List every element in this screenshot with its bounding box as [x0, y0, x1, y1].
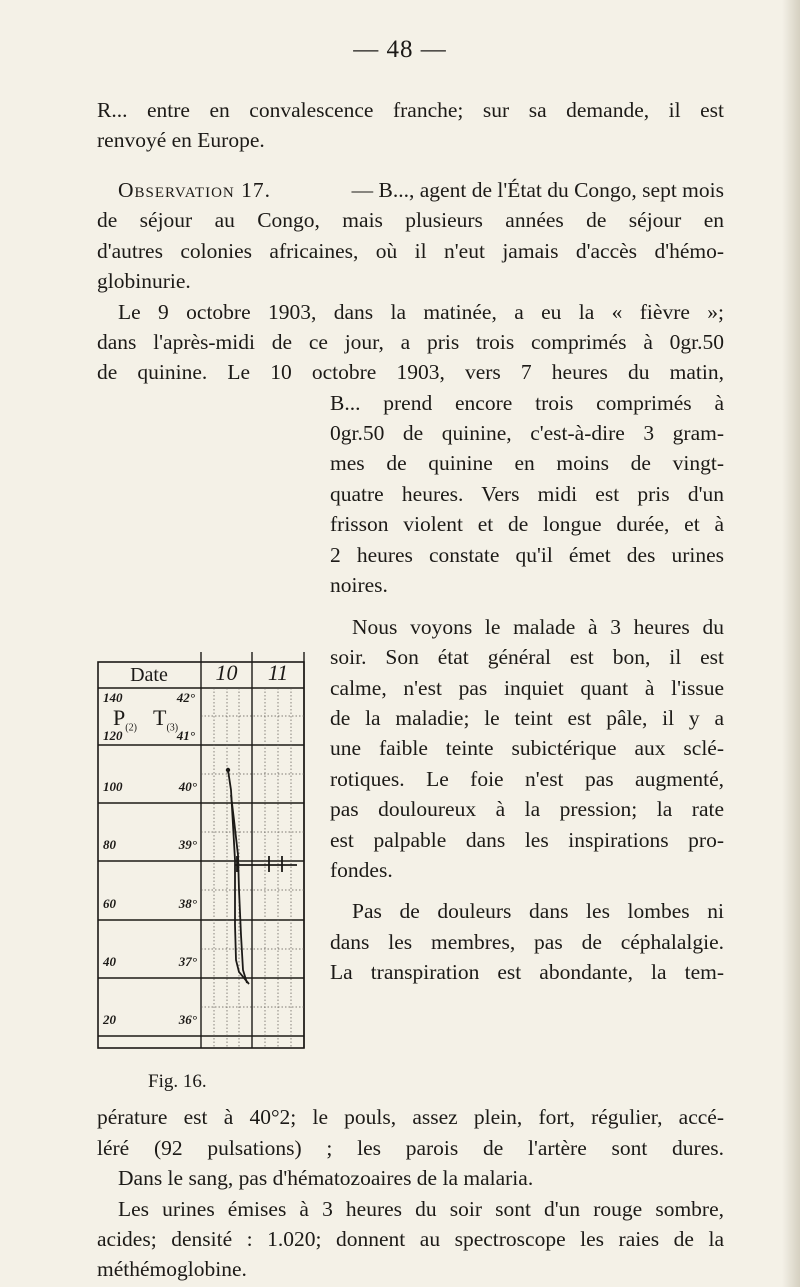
text-line: de quinine. Le 10 octobre 1903, vers 7 heures du matin, [97, 360, 724, 384]
text-line: noires. [330, 573, 388, 597]
chart-point [226, 768, 230, 772]
text-line: une faible teinte subictérique aux sclé- [330, 736, 724, 760]
temp-label: 39° [178, 837, 197, 852]
text-line: Les urines émises à 3 heures du soir sont d'un rouge sombre, [118, 1197, 724, 1221]
temp-label: 40° [178, 779, 197, 794]
text-line: quatre heures. Vers midi est pris d'un [330, 482, 724, 506]
figure-caption: Fig. 16. [148, 1071, 207, 1092]
text-line: 2 heures constate qu'il émet des urines [330, 543, 724, 567]
pulse-label: 100 [103, 779, 123, 794]
text-span: — B..., agent de l'État du Congo, sept mois [346, 178, 724, 202]
text-line: Nous voyons le malade à 3 heures du [352, 615, 724, 639]
text-line: dans l'après-midi de ce jour, a pris trois comprimés à 0gr.50 [97, 330, 724, 354]
text-line: d'autres colonies africaines, où il n'eut jamais d'accès d'hémo- [97, 239, 724, 263]
text-line: calme, n'est pas inquiet quant à l'issue [330, 676, 724, 700]
text-line: 0gr.50 de quinine, c'est-à-dire 3 gram- [330, 421, 724, 445]
text-line: B... prend encore trois comprimés à [330, 391, 724, 415]
text-line: Dans le sang, pas d'hématozoaires de la malaria. [118, 1166, 534, 1190]
text-line: de séjour au Congo, mais plusieurs années de séjour en [97, 208, 724, 232]
text-line: Pas de douleurs dans les lombes ni [352, 899, 724, 923]
chart-header-day-11: 11 [267, 660, 289, 685]
text-line: La transpiration est abondante, la tem- [330, 960, 724, 984]
pulse-label: 60 [103, 896, 116, 911]
text-line: renvoyé en Europe. [97, 128, 265, 152]
observation-heading: Observation 17. [118, 178, 271, 202]
pulse-label: 20 [103, 1012, 116, 1027]
page-edge [782, 0, 800, 1287]
temp-label: 37° [178, 954, 197, 969]
text-line: est palpable dans les inspirations pro- [330, 828, 724, 852]
chart-header-date: Date [130, 664, 168, 686]
page-number: — 48 — [353, 36, 447, 63]
row-label-group [103, 690, 195, 744]
text-line: rotiques. Le foie n'est pas augmenté, [330, 767, 724, 791]
text-line: soir. Son état général est bon, il est [330, 645, 724, 669]
text-line: de la maladie; le teint est pâle, il y a [330, 706, 724, 730]
text-line: léré (92 pulsations) ; les parois de l'artère sont dures. [97, 1136, 724, 1160]
temp-label: 38° [178, 896, 197, 911]
text-line: frisson violent et de longue durée, et à [330, 512, 724, 536]
text-line: globinurie. [97, 269, 191, 293]
pulse-label: 120 [103, 728, 123, 743]
legend-p: $P_{(2)}$ [113, 705, 137, 734]
legend-t: $T_{(3)}$ [153, 705, 179, 734]
text-line: méthémoglobine. [97, 1257, 247, 1281]
text-line: mes de quinine en moins de vingt- [330, 451, 724, 475]
text-line: fondes. [330, 858, 393, 882]
pulse-label: 140 [103, 690, 123, 705]
text-line: pérature est à 40°2; le pouls, assez plein, fort, régulier, accé- [97, 1105, 724, 1129]
temp-label: 42° [176, 690, 195, 705]
text-line: Le 9 octobre 1903, dans la matinée, a eu la « fièvre »; [118, 300, 724, 324]
pulse-label: 40 [103, 954, 116, 969]
text-line: R... entre en convalescence franche; sur sa demande, il est [97, 98, 724, 122]
temp-label: 41° [176, 728, 195, 743]
text-line: acides; densité : 1.020; donnent au spectroscope les raies de la [97, 1227, 724, 1251]
text-line: pas douloureux à la pression; la rate [330, 797, 724, 821]
text-line: dans les membres, pas de céphalalgie. [330, 930, 724, 954]
chart-header-day-10: 10 [215, 660, 238, 685]
temperature-chart-figure [97, 650, 307, 1050]
text-line [118, 175, 724, 205]
temp-label: 36° [178, 1012, 197, 1027]
pulse-label: 80 [103, 837, 116, 852]
